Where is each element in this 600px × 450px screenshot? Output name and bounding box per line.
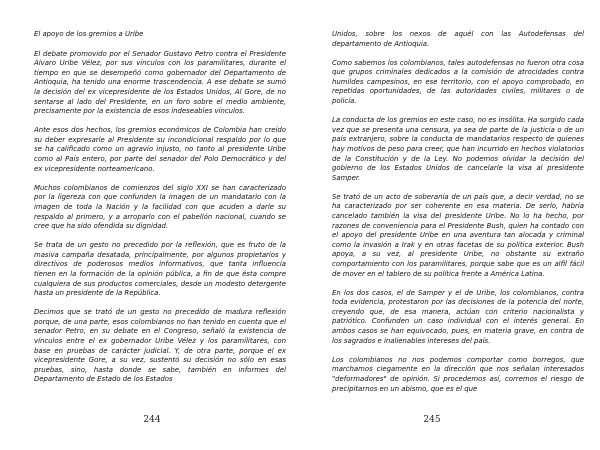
paragraph: La conducta de los gremios en este caso, no es insólita. Ha surgido cada vez que se presenta una censura, ya sea de parte de la justicia o de un país extranjero, sobre la conducta de mandatarios respecto de quienes hay motivos de peso para creer, que han incurrido en hechos violatorios de la Constitución y de la Ley. No podemos olvidar la decisión del gobierno de los Estados Unidos de cancelarle la visa al presidente Samper. xyxy=(332,116,584,182)
page-number-left: 244 xyxy=(143,415,161,425)
left-page xyxy=(34,30,286,395)
paragraph: Se trata de un gesto no precedido por la reflexión, que es fruto de la masiva campaña desatada, principalmente, por algunos propietarios y directivos de poderosos medios informativos, que tanta influencia tienen en la formación de la opinión pública, a fin de que ésta compre cualquiera de sus productos comerciales, desde un modesto detergente hasta un presidente de la República. xyxy=(34,241,286,298)
paragraph: Unidos, sobre los nexos de aquél con las Autodefensas del departamento de Antioquia. xyxy=(332,30,584,48)
paragraph: Decimos que se trató de un gesto no precedido de madura reflexión porque, de una parte, esos colombianos no han tenido en cuenta que el senador Petro, en su debate en el Congreso, señaló la existencia de vínculos entre el ex gobernador Uribe Vélez y los paramilitares, con base en pruebas de carácter judicial. Y, de otra parte, porque el ex vicepresidente Gore, a su vez, sustentó su decisión no sólo en esas pruebas, sino, hasta donde se sabe, también en informes del Departamento de Estado de los Estados xyxy=(34,308,286,384)
section-heading: El apoyo de los gremios a Uribe xyxy=(34,30,144,38)
paragraph: Muchos colombianos de comienzos del siglo XXI se han caracterizado por la ligereza con que confunden la imagen de un mandatario con la imagen de toda la Nación y la facilidad con que acuden a darle su respaldo al primero, y a arroparlo con el pabellón nacional, cuando se cree que ha sido ofendida su dignidad. xyxy=(34,183,286,231)
paragraph: Los colombianos no nos podemos comportar como borregos, que marchamos ciegamente en la dirección que nos señalan interesados "deformadores" de opinión. Si procedemos así, corremos el riesgo de precipitarnos en un abismo, que es el que xyxy=(332,355,584,393)
page-number-right: 245 xyxy=(423,415,441,425)
paragraph: Se trató de un acto de soberanía de un país que, a decir verdad, no se ha caracterizado por ser coherente en esa materia. De serlo, habría cancelado también la visa del presidente Uribe. No lo ha hecho, por razones de conveniencia para el Presidente Bush, quien ha contado con el apoyo del presidente Uribe en una aventura tan alocada y criminal como la invasión a Irak y en otras facetas de su política exterior. Bush apoya, a su vez, al presidente Uribe, no obstante su extraño comportamiento con los paramilitares, porque sabe que es un alfil fácil de mover en el tablero de su política frente a América Latina. xyxy=(332,192,584,278)
paragraph: Ante esos dos hechos, los gremios económicos de Colombia han creído su deber expresarle al Presidente su incondicional respaldo por lo que se ha calificado como un agravio injusto, no tanto al presidente Uribe como al País entero, por parte del senador del Polo Democrático y del ex vicepresidente norteamericano. xyxy=(34,126,286,173)
paragraph: En los dos casos, el de Samper y el de Uribe, los colombianos, contra toda evidencia, protestaron por las decisiones de la potencia del norte, creyendo que, de esa manera, actúan con criterio nacionalista y patriótico. Confunden un caso individual con el interés general. En ambos casos se han equivocado, pues, en materia grave, en contra de los sagrados e inalienables intereses del país. xyxy=(332,288,584,345)
paragraph: El debate promovido por el Senador Gustavo Petro contra el Presidente Álvaro Uribe Vélez, por sus vínculos con los paramilitares, durante el tiempo en que se desempeñó como gobernador del Departamento de Antioquia, ha tenido una enorme trascendencia. A ese debate se sumó la decisión del ex vicepresidente de los Estados Unidos, Al Gore, de no sentarse al lado del Presidente, en un foro sobre el medio ambiente, precisamente por la existencia de esos indeseables vínculos. xyxy=(34,49,286,116)
paragraph: Como sabemos los colombianos, tales autodefensas no fueron otra cosa que grupos criminales dedicados a la comisión de atrocidades contra humildes campesinos, en ese territorio, con el apoyo comprobado, en repetidas oportunidades, de las autoridades civiles, militares o de policía. xyxy=(332,58,584,106)
right-page xyxy=(332,30,584,404)
